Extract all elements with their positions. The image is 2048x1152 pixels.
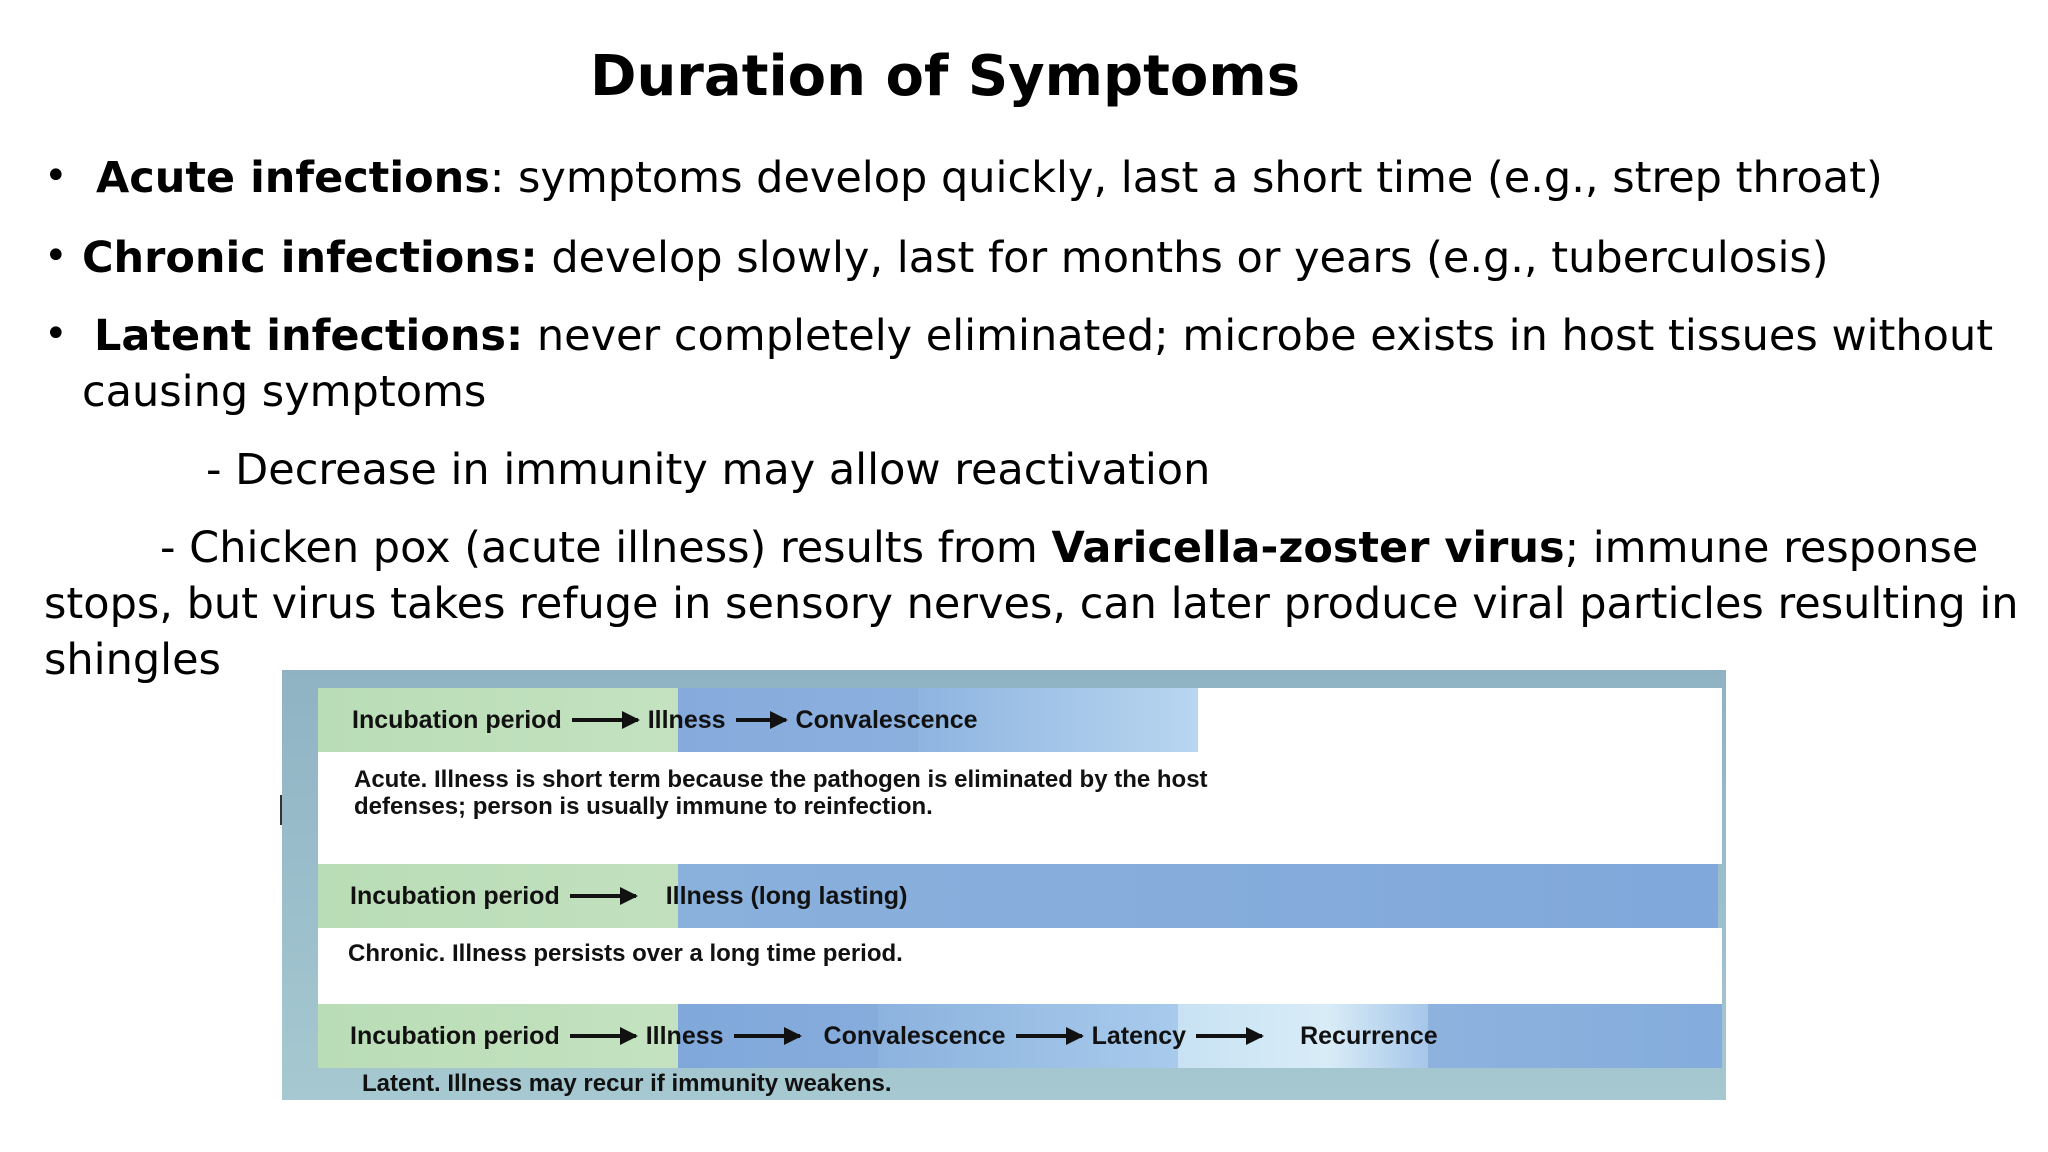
term-acute: Acute infections xyxy=(96,153,490,203)
chronic-timeline xyxy=(318,864,1718,928)
arrow-icon xyxy=(1196,1034,1262,1038)
sub-chickenpox xyxy=(160,520,1978,576)
chronic-note xyxy=(318,928,1722,1004)
acute-convalescence-label: Convalescence xyxy=(795,705,978,734)
bullet-latent xyxy=(94,308,1993,364)
latent-recurrence-segment xyxy=(1428,1004,1722,1068)
text-latent: never completely eliminated; microbe exists in host tissues without xyxy=(523,311,1994,361)
acute-incubation-label: Incubation period xyxy=(352,705,562,734)
chronic-note-text: Chronic. Illness persists over a long time period. xyxy=(348,940,903,967)
latent-timeline xyxy=(318,1004,1722,1068)
sub-chickenpox-line2: stops, but virus takes refuge in sensory nerves, can later produce viral particles resulting in xyxy=(44,579,2019,629)
latent-incubation-label: Incubation period xyxy=(350,1021,560,1050)
sub-reactivation: - Decrease in immunity may allow reactivation xyxy=(206,445,1211,495)
acute-note-line2: defenses; person is usually immune to reinfection. xyxy=(354,793,933,820)
term-varicella: Varicella-zoster virus xyxy=(1051,523,1565,573)
arrow-icon xyxy=(570,1034,636,1038)
chickenpox-before: - Chicken pox (acute illness) results from xyxy=(160,523,1052,573)
arrow-icon xyxy=(572,718,638,722)
arrow-icon xyxy=(734,1034,800,1038)
infection-duration-figure xyxy=(282,670,1726,1100)
arrow-icon xyxy=(736,718,786,722)
bullet-acute xyxy=(96,150,1883,206)
bullet-chronic xyxy=(82,230,1829,286)
acute-illness-label: Illness xyxy=(647,705,726,734)
latent-latency-label: Latency xyxy=(1091,1021,1187,1050)
acute-stage-labels xyxy=(352,688,978,752)
latent-convalescence-label: Convalescence xyxy=(823,1021,1006,1050)
latent-illness-label: Illness xyxy=(645,1021,724,1050)
chickenpox-after: ; immune response xyxy=(1564,523,1979,573)
acute-note xyxy=(318,752,1722,864)
bullet-dot-1: • xyxy=(44,153,68,199)
bullet-dot-3: • xyxy=(44,311,68,357)
latent-recurrence-label: Recurrence xyxy=(1300,1021,1438,1050)
term-chronic: Chronic infections: xyxy=(82,233,538,283)
figure-panel xyxy=(318,688,1722,1097)
text-acute: : symptoms develop quickly, last a short time (e.g., strep throat) xyxy=(489,153,1883,203)
arrow-icon xyxy=(570,894,636,898)
chronic-illness-label: Illness (long lasting) xyxy=(665,881,908,910)
slide-title: Duration of Symptoms xyxy=(589,44,1301,109)
latent-stage-labels xyxy=(350,1004,1438,1068)
chronic-incubation-label: Incubation period xyxy=(350,881,560,910)
bullet-dot-2: • xyxy=(44,233,68,279)
acute-timeline xyxy=(318,688,1722,752)
text-chronic: develop slowly, last for months or years (e.g., tuberculosis) xyxy=(537,233,1829,283)
latent-note: Latent. Illness may recur if immunity weakens. xyxy=(362,1070,892,1097)
acute-note-line1: Acute. Illness is short term because the pathogen is eliminated by the host xyxy=(354,766,1208,793)
term-latent: Latent infections: xyxy=(94,311,524,361)
chronic-stage-labels xyxy=(350,864,907,928)
sub-chickenpox-line3: shingles xyxy=(44,635,221,685)
arrow-icon xyxy=(1016,1034,1082,1038)
bullet-latent-continuation: causing symptoms xyxy=(82,367,487,417)
